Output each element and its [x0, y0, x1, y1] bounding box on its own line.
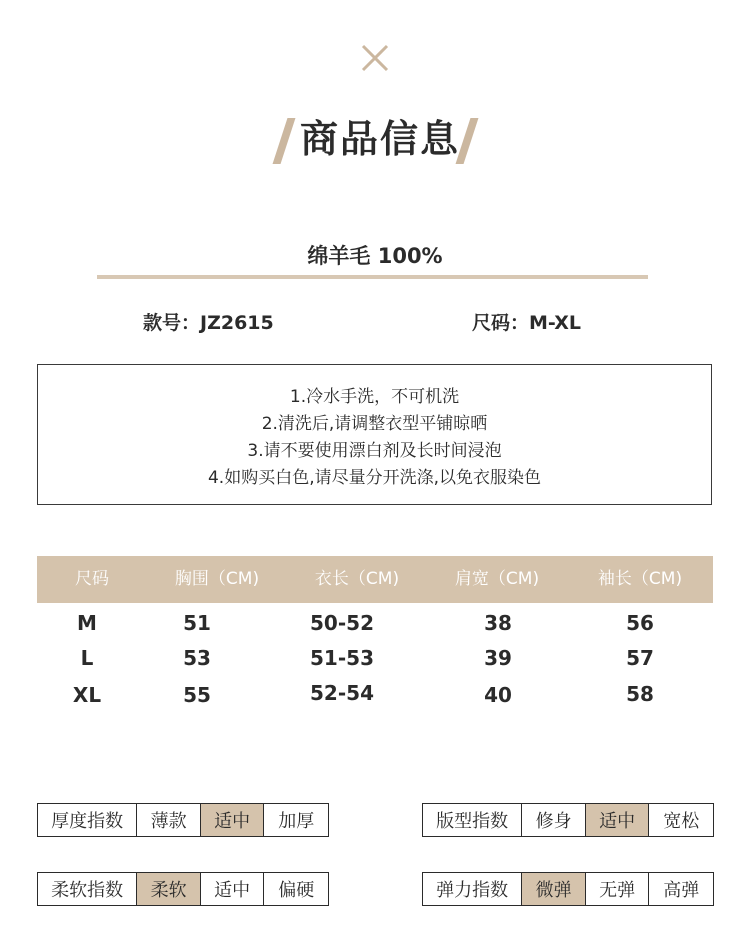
softness-index — [37, 872, 329, 906]
table-cell: 58 — [626, 682, 654, 706]
softness-option-stiff: 偏硬 — [278, 880, 315, 901]
softness-option-soft: 柔软 — [137, 873, 201, 905]
material-text: 绵羊毛 100% — [307, 244, 443, 268]
elasticity-option-none: 无弹 — [586, 873, 650, 905]
style-number: 款号：JZ2615 — [143, 312, 274, 334]
thickness-option-thick: 加厚 — [278, 811, 315, 832]
size-range: 尺码：M-XL — [472, 312, 581, 334]
size-table-header — [37, 556, 713, 603]
table-cell: 38 — [484, 611, 512, 635]
fit-option-regular: 适中 — [586, 804, 650, 836]
thickness-option-thin: 薄款 — [137, 804, 201, 836]
table-cell: XL — [72, 683, 102, 707]
elasticity-option-slight: 微弹 — [522, 873, 586, 905]
elasticity-index-label: 弹力指数 — [423, 873, 522, 905]
material-underline — [97, 275, 648, 279]
thickness-index — [37, 803, 329, 837]
elasticity-index — [422, 872, 714, 906]
table-cell: 50-52 — [310, 611, 374, 635]
care-line-2: 2.清洗后,请调整衣型平铺晾晒 — [261, 414, 488, 434]
table-cell: M — [77, 611, 97, 635]
table-cell: 51-53 — [310, 646, 374, 670]
table-cell: 40 — [484, 683, 512, 707]
table-cell: L — [80, 646, 94, 670]
table-cell: 55 — [183, 683, 211, 707]
elasticity-option-high: 高弹 — [663, 880, 700, 901]
softness-option-medium: 适中 — [201, 873, 265, 905]
table-cell: 51 — [183, 611, 211, 635]
care-line-4: 4.如购买白色,请尽量分开洗涤,以免衣服染色 — [207, 468, 542, 488]
table-cell: 39 — [484, 646, 512, 670]
table-cell: 53 — [183, 646, 211, 670]
table-cell: 52-54 — [310, 681, 374, 705]
header-chest: 胸围（CM) — [174, 569, 260, 589]
thickness-option-medium: 适中 — [201, 804, 265, 836]
thickness-index-label: 厚度指数 — [38, 804, 137, 836]
care-line-1: 1.冷水手洗，不可机洗 — [289, 387, 460, 407]
table-cell: 57 — [626, 646, 654, 670]
header-sleeve: 袖长（CM) — [597, 569, 683, 589]
softness-index-label: 柔软指数 — [38, 873, 137, 905]
fit-option-loose: 宽松 — [663, 811, 700, 832]
fit-index-label: 版型指数 — [423, 804, 522, 836]
cross-icon — [360, 43, 390, 73]
header-shoulder: 肩宽（CM) — [454, 569, 540, 589]
fit-option-slim: 修身 — [522, 804, 586, 836]
title-block — [0, 112, 750, 167]
care-line-3: 3.请不要使用漂白剂及长时间浸泡 — [247, 441, 502, 461]
page-title: 商品信息 — [300, 117, 461, 161]
title-slash-left — [273, 118, 296, 164]
table-cell: 56 — [626, 611, 654, 635]
header-size: 尺码 — [75, 569, 109, 589]
header-length: 衣长（CM) — [314, 569, 400, 589]
fit-index — [422, 803, 714, 837]
care-instructions-box — [37, 364, 712, 505]
